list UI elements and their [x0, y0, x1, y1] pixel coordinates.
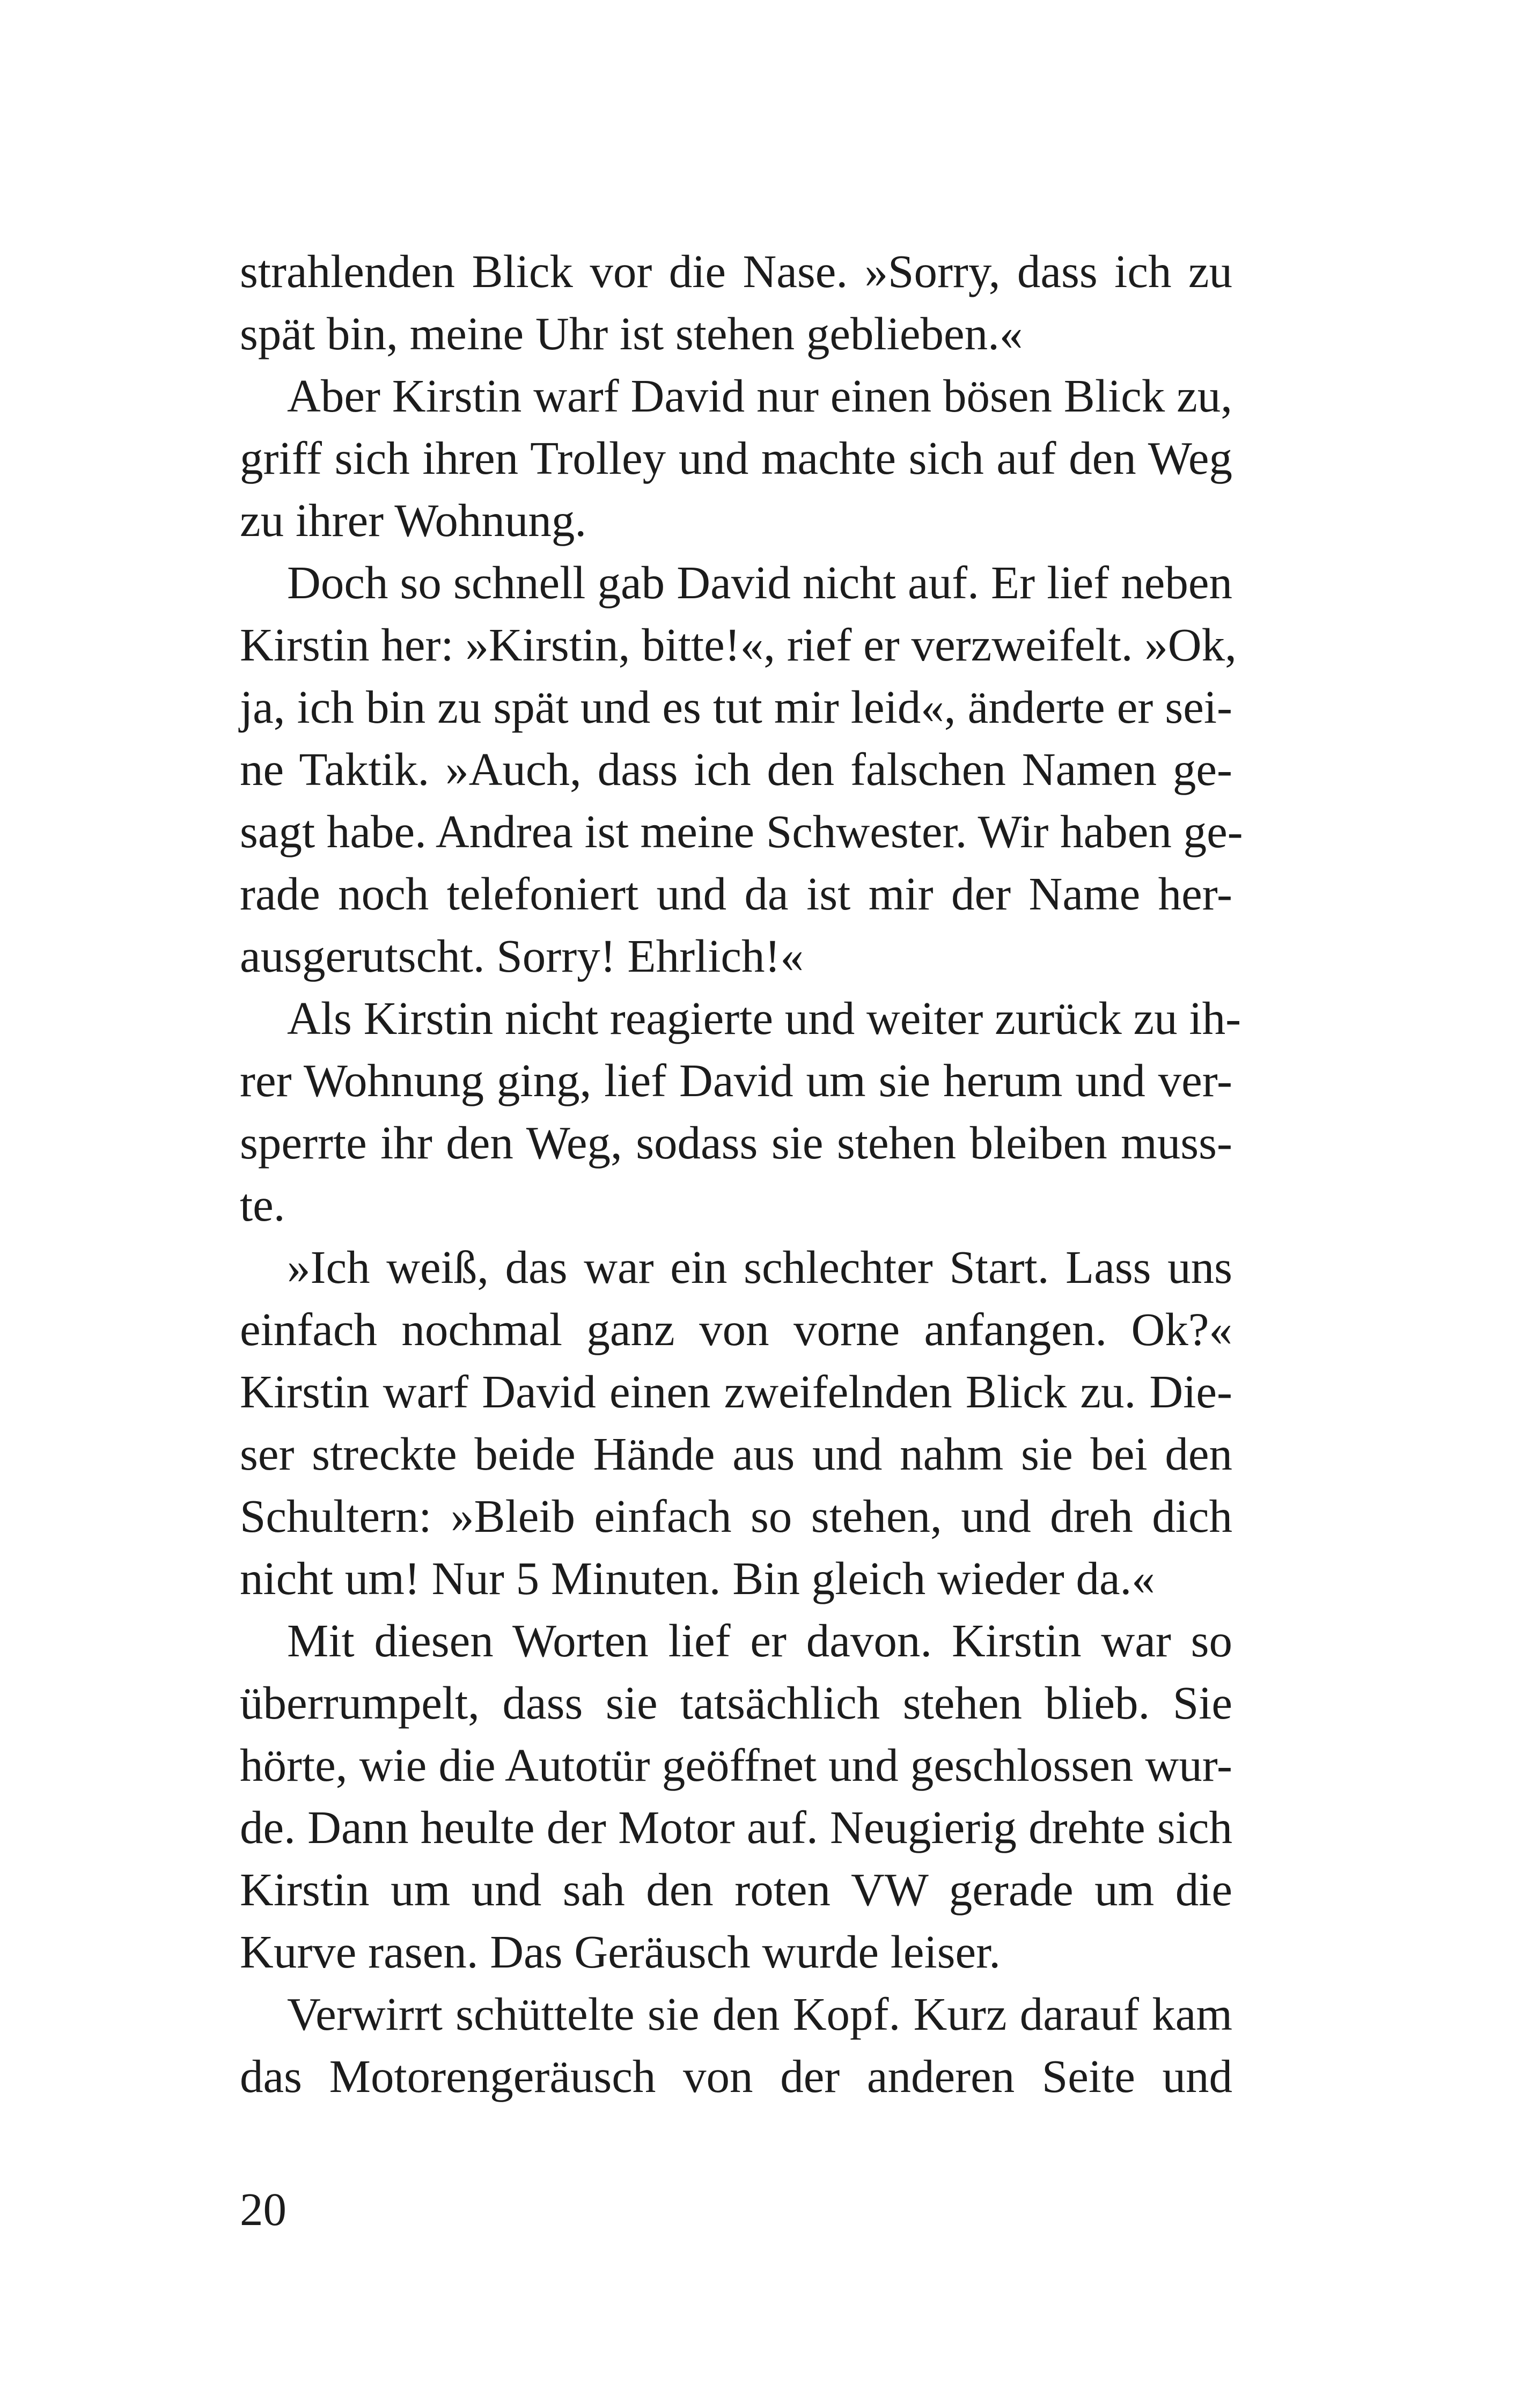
text-line: spät bin, meine Uhr ist stehen geblieben.«	[240, 307, 1023, 359]
text-line: überrumpelt, dass sie tatsächlich stehen blieb. Sie	[240, 1677, 1232, 1729]
text-line: sperrte ihr den Weg, sodass sie stehen bleiben muss-	[240, 1117, 1232, 1169]
text-line: zu ihrer Wohnung.	[240, 494, 587, 546]
text-line: Kirstin warf David einen zweifelnden Blick zu. Die-	[240, 1365, 1232, 1418]
page-number: 20	[240, 2183, 286, 2235]
text-line: Kurve rasen. Das Geräusch wurde leiser.	[240, 1926, 1001, 1978]
text-line: Kirstin um und sah den roten VW gerade um die	[240, 1863, 1232, 1915]
text-line: te.	[240, 1179, 285, 1231]
text-line: das Motorengeräusch von der anderen Seite und	[240, 2050, 1232, 2102]
text-line: Als Kirstin nicht reagierte und weiter zurück zu ih-	[287, 992, 1241, 1044]
text-line: ne Taktik. »Auch, dass ich den falschen Namen ge-	[240, 743, 1232, 795]
text-line: de. Dann heulte der Motor auf. Neugierig drehte sich	[240, 1801, 1232, 1853]
text-line: griff sich ihren Trolley und machte sich auf den Weg	[240, 432, 1232, 484]
text-line: nicht um! Nur 5 Minuten. Bin gleich wieder da.«	[240, 1552, 1155, 1604]
text-line: Mit diesen Worten lief er davon. Kirstin war so	[287, 1614, 1232, 1666]
text-line: rade noch telefoniert und da ist mir der Name her-	[240, 868, 1232, 920]
text-line: Schultern: »Bleib einfach so stehen, und dreh dich	[240, 1490, 1232, 1542]
text-line: strahlenden Blick vor die Nase. »Sorry, dass ich zu	[240, 245, 1232, 297]
text-line: hörte, wie die Autotür geöffnet und geschlossen wur-	[240, 1739, 1232, 1791]
text-line: sagt habe. Andrea ist meine Schwester. Wir haben ge-	[240, 805, 1243, 857]
text-line: ja, ich bin zu spät und es tut mir leid«, änderte er sei-	[240, 681, 1232, 733]
text-line: rer Wohnung ging, lief David um sie herum und ver-	[240, 1054, 1232, 1106]
text-line: ausgerutscht. Sorry! Ehrlich!«	[240, 930, 804, 982]
text-line: Doch so schnell gab David nicht auf. Er lief neben	[287, 556, 1232, 608]
text-line: »Ich weiß, das war ein schlechter Start. Lass uns	[287, 1241, 1232, 1293]
text-line: einfach nochmal ganz von vorne anfangen. Ok?«	[240, 1303, 1232, 1355]
text-line: Verwirrt schüttelte sie den Kopf. Kurz darauf kam	[287, 1988, 1232, 2040]
text-line: Aber Kirstin warf David nur einen bösen Blick zu,	[287, 370, 1232, 422]
text-line: ser streckte beide Hände aus und nahm sie bei den	[240, 1428, 1232, 1480]
text-line: Kirstin her: »Kirstin, bitte!«, rief er verzweifelt. »Ok,	[240, 619, 1237, 671]
